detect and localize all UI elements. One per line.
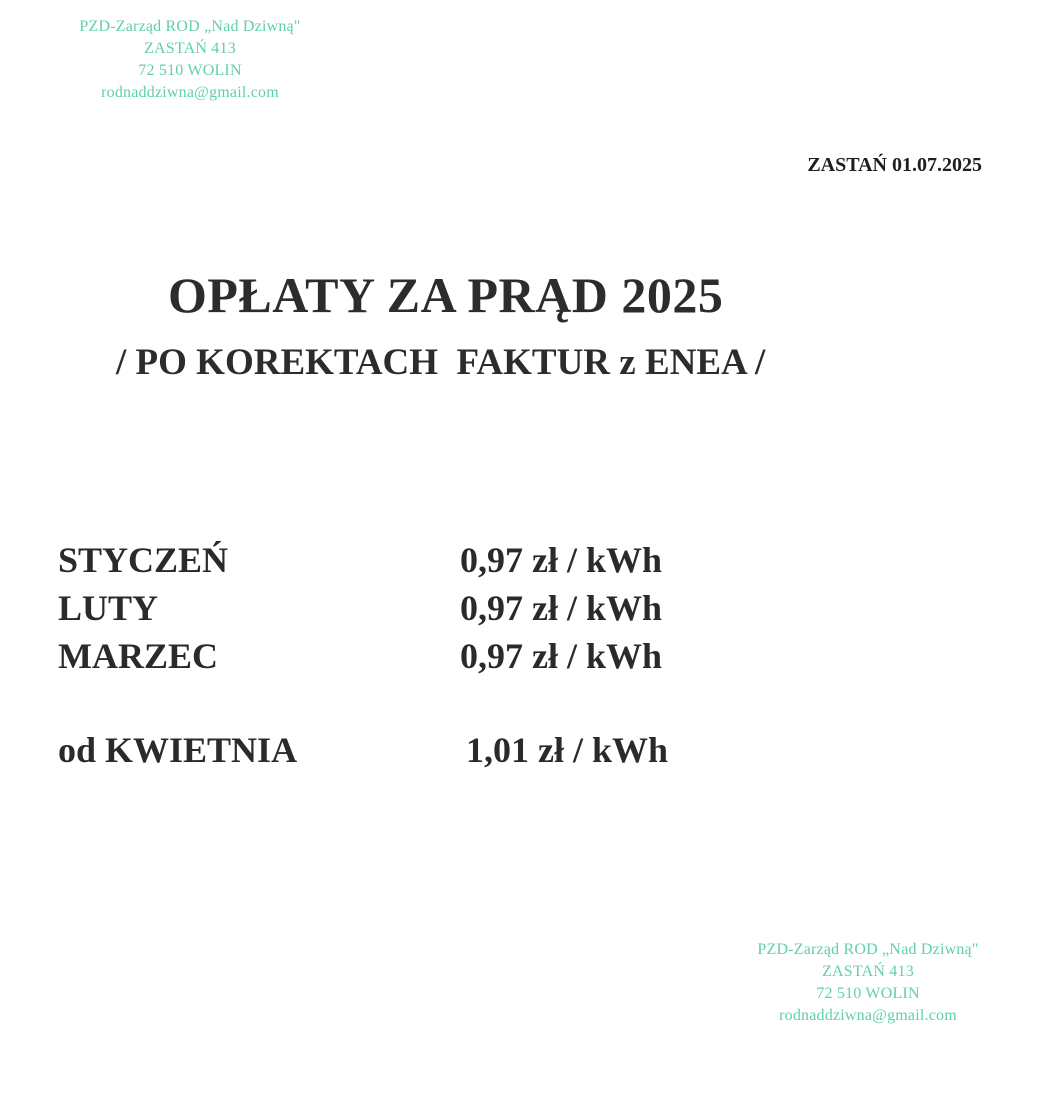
rates-list xyxy=(58,536,758,774)
rate-row-february xyxy=(58,584,758,632)
stamp-address: ZASTAŃ 413 xyxy=(822,963,914,980)
stamp-postal-city: 72 510 WOLIN xyxy=(138,62,242,79)
rate-price: 0,97 zł / kWh xyxy=(460,588,663,628)
stamp-org-name: PZD-Zarząd ROD „Nad Dziwną" xyxy=(757,941,979,958)
page-title: OPŁATY ZA PRĄD 2025 xyxy=(168,267,724,323)
rate-period: MARZEC xyxy=(58,636,218,676)
stamp-top xyxy=(40,16,340,104)
stamp-email: rodnaddziwna@gmail.com xyxy=(101,84,279,101)
stamp-org-name: PZD-Zarząd ROD „Nad Dziwną" xyxy=(79,18,301,35)
stamp-email: rodnaddziwna@gmail.com xyxy=(779,1007,957,1024)
place-date: ZASTAŃ 01.07.2025 xyxy=(807,154,982,176)
rate-row-january xyxy=(58,536,758,584)
rate-row-march xyxy=(58,632,758,680)
rate-period: STYCZEŃ xyxy=(58,540,229,580)
rate-price: 1,01 zł / kWh xyxy=(466,730,669,770)
rate-price: 0,97 zł / kWh xyxy=(460,636,663,676)
page-subtitle: / PO KOREKTACH FAKTUR z ENEA / xyxy=(116,342,766,383)
stamp-bottom xyxy=(718,939,1018,1027)
stamp-postal-city: 72 510 WOLIN xyxy=(816,985,920,1002)
stamp-address: ZASTAŃ 413 xyxy=(144,40,236,57)
rate-row-from-april xyxy=(58,726,758,774)
rate-period: LUTY xyxy=(58,588,159,628)
rate-price: 0,97 zł / kWh xyxy=(460,540,663,580)
rate-period: od KWIETNIA xyxy=(58,730,298,770)
